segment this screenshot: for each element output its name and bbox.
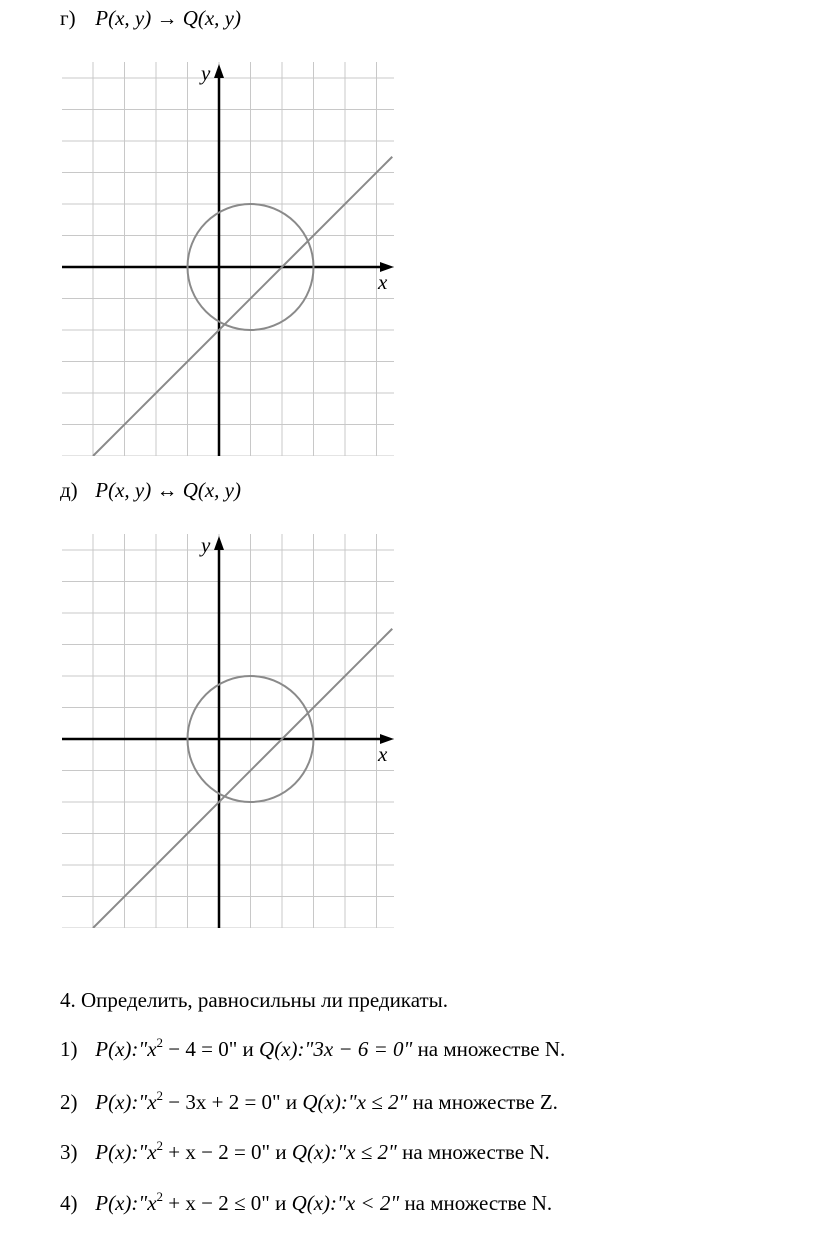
conjunction: и [237, 1037, 260, 1061]
item-number: 3) [60, 1140, 78, 1164]
part-g-label: г) [60, 6, 76, 30]
task-item-2 [60, 1090, 558, 1115]
predicate-p: P(x):"x [95, 1191, 157, 1215]
domain-set: на множестве Z. [407, 1090, 558, 1114]
conjunction: и [270, 1140, 292, 1164]
predicate-p-rest: − 4 = 0" [163, 1037, 238, 1061]
part-d-heading [60, 478, 241, 503]
domain-set: на множестве N. [412, 1037, 566, 1061]
predicate-q: Q(x):"x < 2" [291, 1191, 400, 1215]
straight-line [93, 629, 392, 928]
part-g-formula: P(x, y) → Q(x, y) [95, 6, 241, 30]
conjunction: и [269, 1191, 292, 1215]
item-number: 1) [60, 1037, 78, 1061]
predicate-q: Q(x):"3x − 6 = 0" [259, 1037, 413, 1061]
predicate-p: P(x):"x [95, 1090, 157, 1114]
x-axis-label: x [378, 270, 388, 294]
predicate-p-rest: + x − 2 = 0" [163, 1140, 271, 1164]
task-item-4 [60, 1191, 552, 1216]
domain-set: на множестве N. [396, 1140, 550, 1164]
task-item-1 [60, 1037, 565, 1062]
exponent: 2 [156, 1035, 164, 1050]
predicate-p: P(x):"x [95, 1140, 157, 1164]
exponent: 2 [156, 1088, 164, 1103]
predicate-p-rest: − 3x + 2 = 0" [163, 1090, 281, 1114]
predicate-p: P(x):"x [95, 1037, 157, 1061]
domain-set: на множестве N. [399, 1191, 553, 1215]
predicate-q: Q(x):"x ≤ 2" [302, 1090, 408, 1114]
item-number: 4) [60, 1191, 78, 1215]
part-d-label: д) [60, 478, 78, 502]
y-axis-arrow [214, 64, 224, 78]
task-heading: 4. Определить, равносильны ли предикаты. [60, 988, 449, 1012]
y-axis-label: y [201, 62, 211, 85]
task-item-3 [60, 1140, 550, 1165]
exponent: 2 [156, 1189, 164, 1204]
y-axis-arrow [214, 536, 224, 550]
part-g-heading [60, 6, 241, 31]
part-d-formula: P(x, y) ↔ Q(x, y) [95, 478, 241, 502]
predicate-q: Q(x):"x ≤ 2" [291, 1140, 397, 1164]
exponent: 2 [156, 1138, 164, 1153]
x-axis-label: x [378, 742, 388, 766]
predicate-p-rest: + x − 2 ≤ 0" [163, 1191, 270, 1215]
coordinate-figure-d [62, 534, 394, 928]
conjunction: и [280, 1090, 303, 1114]
straight-line [93, 157, 392, 456]
item-number: 2) [60, 1090, 78, 1114]
y-axis-label: y [201, 534, 211, 557]
coordinate-figure-g [62, 62, 394, 456]
